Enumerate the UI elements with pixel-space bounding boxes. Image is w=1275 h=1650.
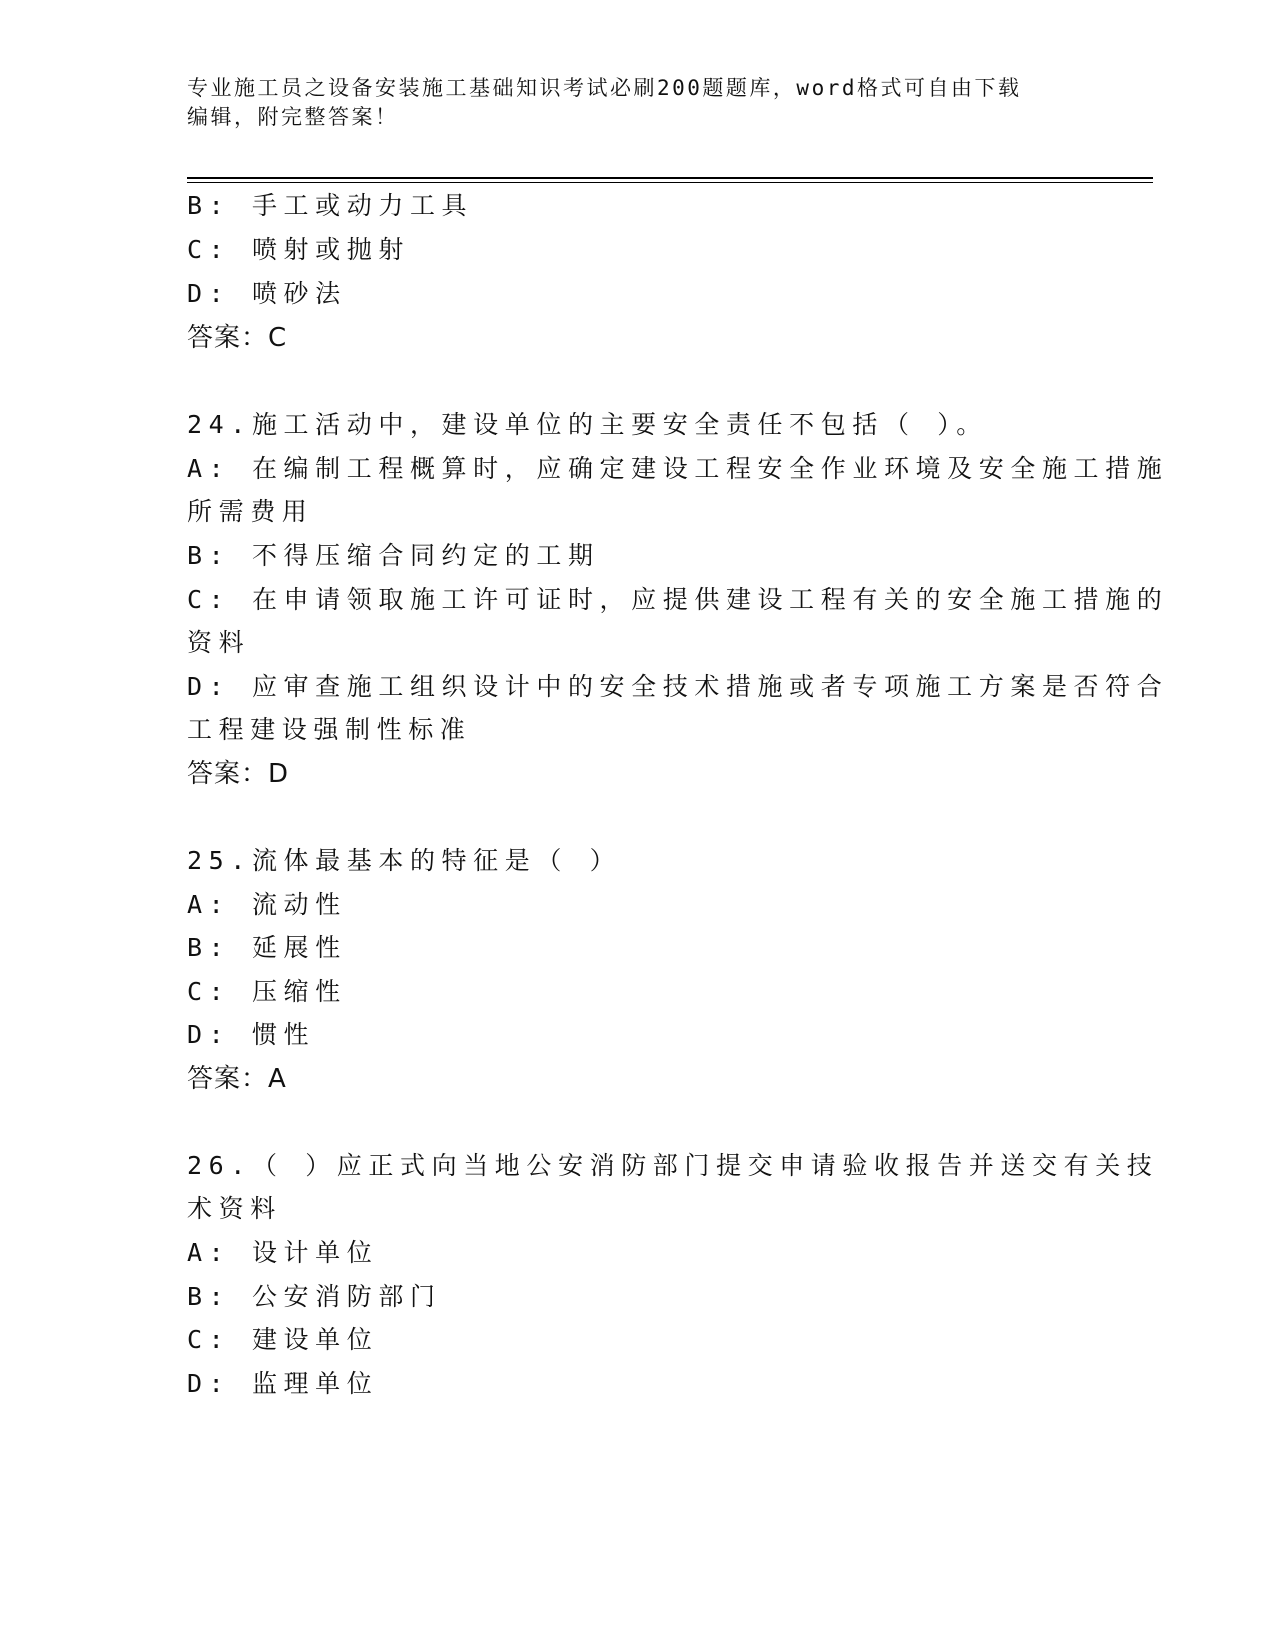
header-rule-thick — [187, 177, 1153, 179]
q24-option-a-line-1: A: 在编制工程概算时，应确定建设工程安全作业环境及安全施工措施 — [187, 454, 1169, 483]
q25-option-b: B: 延展性 — [187, 933, 347, 962]
header-title-line-2: 编辑，附完整答案！ — [187, 105, 399, 129]
q25-answer: 答案：A — [187, 1064, 287, 1094]
header-title-line-1: 专业施工员之设备安装施工基础知识考试必刷200题题库，word格式可自由下载 — [187, 76, 1022, 100]
q24-stem: 24.施工活动中，建设单位的主要安全责任不包括（ ）。 — [187, 410, 988, 439]
q25-option-c: C: 压缩性 — [187, 977, 347, 1006]
q26-stem-line-2: 术资料 — [187, 1194, 282, 1223]
q24-option-d-line-2: 工程建设强制性标准 — [187, 715, 472, 744]
q23-option-d: D: 喷砂法 — [187, 279, 347, 308]
document-header — [187, 74, 1067, 132]
q24-option-b: B: 不得压缩合同约定的工期 — [187, 541, 600, 570]
q23-option-c: C: 喷射或抛射 — [187, 235, 410, 264]
q25-option-a: A: 流动性 — [187, 890, 347, 919]
q23-answer: 答案：C — [187, 323, 288, 353]
q26-option-b: B: 公安消防部门 — [187, 1282, 442, 1311]
q24-option-c-line-1: C: 在申请领取施工许可证时，应提供建设工程有关的安全施工措施的 — [187, 585, 1169, 614]
q26-option-a: A: 设计单位 — [187, 1238, 379, 1267]
q23-option-b: B: 手工或动力工具 — [187, 191, 474, 220]
q24-option-a-line-2: 所需费用 — [187, 497, 314, 526]
q24-answer: 答案：D — [187, 759, 290, 789]
q26-stem-line-1: 26.（ ）应正式向当地公安消防部门提交申请验收报告并送交有关技 — [187, 1151, 1159, 1180]
q25-stem: 25.流体最基本的特征是（ ） — [187, 846, 622, 875]
q25-option-d: D: 惯性 — [187, 1020, 316, 1049]
header-rule-thin — [187, 182, 1153, 183]
q26-option-c: C: 建设单位 — [187, 1325, 379, 1354]
q24-option-c-line-2: 资料 — [187, 628, 251, 657]
q26-option-d: D: 监理单位 — [187, 1369, 379, 1398]
q24-option-d-line-1: D: 应审查施工组织设计中的安全技术措施或者专项施工方案是否符合 — [187, 672, 1169, 701]
